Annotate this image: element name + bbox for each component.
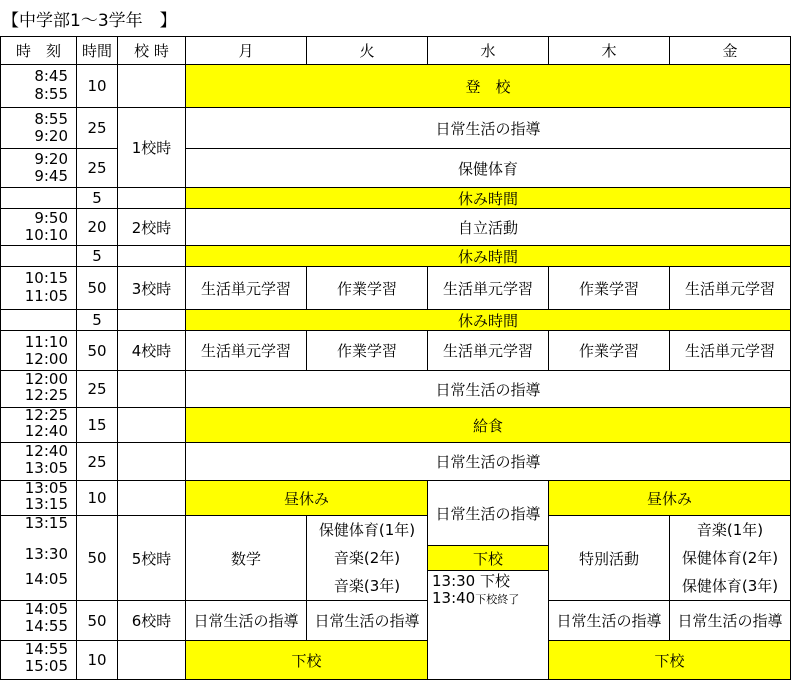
period-cell-6: 6校時: [117, 600, 186, 641]
time-end: 8:55: [34, 85, 68, 103]
dismissal-note-2-time: 13:40: [432, 589, 476, 607]
time-start: 9:50: [34, 209, 68, 227]
dismissal-note-2: [432, 590, 544, 608]
daily-life-cell: 日常生活の指導: [185, 442, 791, 481]
independence-cell: 自立活動: [185, 208, 791, 246]
header-minutes: 時間: [76, 36, 118, 65]
time-end: 14:55: [24, 617, 68, 635]
arrival-cell: 登 校: [185, 64, 791, 108]
minutes-cell: 25: [76, 148, 118, 188]
time-end: 11:05: [24, 287, 68, 305]
minutes-cell: 5: [76, 245, 118, 267]
time-start: 14:55: [24, 640, 68, 658]
tue-pe-1: 保健体育(1年): [318, 521, 416, 539]
time-start: 10:15: [24, 269, 68, 287]
minutes-cell: 25: [76, 442, 118, 481]
dismissal-note-1: 13:30 下校: [432, 572, 510, 590]
fri-life-unit: 生活単元学習: [669, 266, 791, 310]
time-start: 8:55: [34, 110, 68, 128]
period-cell-3: 3校時: [117, 266, 186, 310]
time-start: 12:40: [24, 442, 68, 460]
period-cell: [117, 442, 186, 481]
time-end: 9:20: [34, 127, 68, 145]
mon-daily-life: 日常生活の指導: [185, 600, 307, 641]
header-fri: 金: [669, 36, 791, 65]
daily-life-cell: 日常生活の指導: [185, 370, 791, 408]
mon-life-unit: 生活単元学習: [185, 266, 307, 310]
time-cell: [0, 187, 77, 209]
thu-special: 特別活動: [548, 515, 670, 601]
header-period: 校 時: [117, 36, 186, 65]
period-cell: [117, 407, 186, 443]
period-cell-1: 1校時: [117, 107, 186, 188]
header-mon: 月: [185, 36, 307, 65]
fri-pe-3: 保健体育(3年): [681, 577, 779, 595]
minutes-cell: 15: [76, 407, 118, 443]
time-start: 12:25: [24, 406, 68, 424]
header-tue: 火: [306, 36, 428, 65]
period-cell: [117, 640, 186, 680]
wed-daily-life: 日常生活の指導: [427, 480, 549, 546]
minutes-cell: 20: [76, 208, 118, 246]
dismissal-thu-fri: 下校: [548, 640, 791, 680]
period-cell-4: 4校時: [117, 330, 186, 371]
minutes-cell: 50: [76, 266, 118, 310]
time-end: 12:00: [24, 350, 68, 368]
time-start: 13:05: [24, 479, 68, 497]
minutes-cell: 5: [76, 187, 118, 209]
lunch-cell: 給食: [185, 407, 791, 443]
fri-daily-life: 日常生活の指導: [669, 600, 791, 641]
time-start: 9:20: [34, 150, 68, 168]
health-pe-cell: 保健体育: [185, 148, 791, 188]
tue-music-2: 音楽(2年): [333, 549, 401, 567]
tue-work: 作業学習: [306, 266, 428, 310]
mon-life-unit: 生活単元学習: [185, 330, 307, 371]
header-time: 時 刻: [0, 36, 77, 65]
thu-work: 作業学習: [548, 330, 670, 371]
time-start: 12:00: [24, 370, 68, 388]
time-cell: [0, 309, 77, 331]
header-wed: 水: [427, 36, 549, 65]
wed-after-dismissal: [427, 570, 549, 680]
period-cell: [117, 480, 186, 516]
time-start: 14:05: [24, 600, 68, 618]
minutes-cell: 10: [76, 640, 118, 680]
break-cell: 休み時間: [185, 245, 791, 267]
time-end: 13:15: [24, 495, 68, 513]
header-thu: 木: [548, 36, 670, 65]
time-end: 15:05: [24, 657, 68, 675]
tue-mixed: [306, 515, 428, 601]
minutes-cell: 5: [76, 309, 118, 331]
minutes-cell: 25: [76, 107, 118, 149]
lunch-break-thu-fri: 昼休み: [548, 480, 791, 516]
time-start: 11:10: [24, 333, 68, 351]
time-end: 12:40: [24, 422, 68, 440]
daily-life-cell: 日常生活の指導: [185, 107, 791, 149]
time-end: 9:45: [34, 167, 68, 185]
minutes-cell: 50: [76, 515, 118, 601]
wed-life-unit: 生活単元学習: [427, 266, 549, 310]
fri-pe-2: 保健体育(2年): [681, 549, 779, 567]
minutes-cell: 25: [76, 370, 118, 408]
mon-math: 数学: [185, 515, 307, 601]
lunch-break-mon-tue: 昼休み: [185, 480, 428, 516]
period-cell: [117, 245, 186, 267]
tue-daily-life: 日常生活の指導: [306, 600, 428, 641]
time-end: 14:05: [24, 570, 68, 588]
time-mid: 13:30: [24, 545, 68, 563]
wed-life-unit: 生活単元学習: [427, 330, 549, 371]
time-cell: [0, 245, 77, 267]
period-cell: [117, 309, 186, 331]
period-cell-2: 2校時: [117, 208, 186, 246]
minutes-cell: 10: [76, 64, 118, 108]
time-start: 13:15: [24, 514, 68, 532]
minutes-cell: 50: [76, 600, 118, 641]
tue-work: 作業学習: [306, 330, 428, 371]
time-end: 12:25: [24, 386, 68, 404]
fri-music-1: 音楽(1年): [696, 521, 764, 539]
fri-mixed: [669, 515, 791, 601]
time-end: 10:10: [24, 226, 68, 244]
page-title: 【中学部1～3学年 】: [2, 11, 177, 31]
time-start: 8:45: [34, 67, 68, 85]
minutes-cell: 10: [76, 480, 118, 516]
dismissal-mon-tue: 下校: [185, 640, 428, 680]
dismissal-note-2-text: 下校終了: [475, 593, 520, 606]
break-cell: 休み時間: [185, 309, 791, 331]
time-end: 13:05: [24, 459, 68, 477]
tue-music-3: 音楽(3年): [333, 577, 401, 595]
minutes-cell: 50: [76, 330, 118, 371]
fri-life-unit: 生活単元学習: [669, 330, 791, 371]
period-cell: [117, 370, 186, 408]
thu-daily-life: 日常生活の指導: [548, 600, 670, 641]
period-cell: [117, 187, 186, 209]
period-cell: [117, 64, 186, 108]
thu-work: 作業学習: [548, 266, 670, 310]
period-cell-5: 5校時: [117, 515, 186, 601]
break-cell: 休み時間: [185, 187, 791, 209]
wed-dismissal: 下校: [427, 545, 549, 571]
